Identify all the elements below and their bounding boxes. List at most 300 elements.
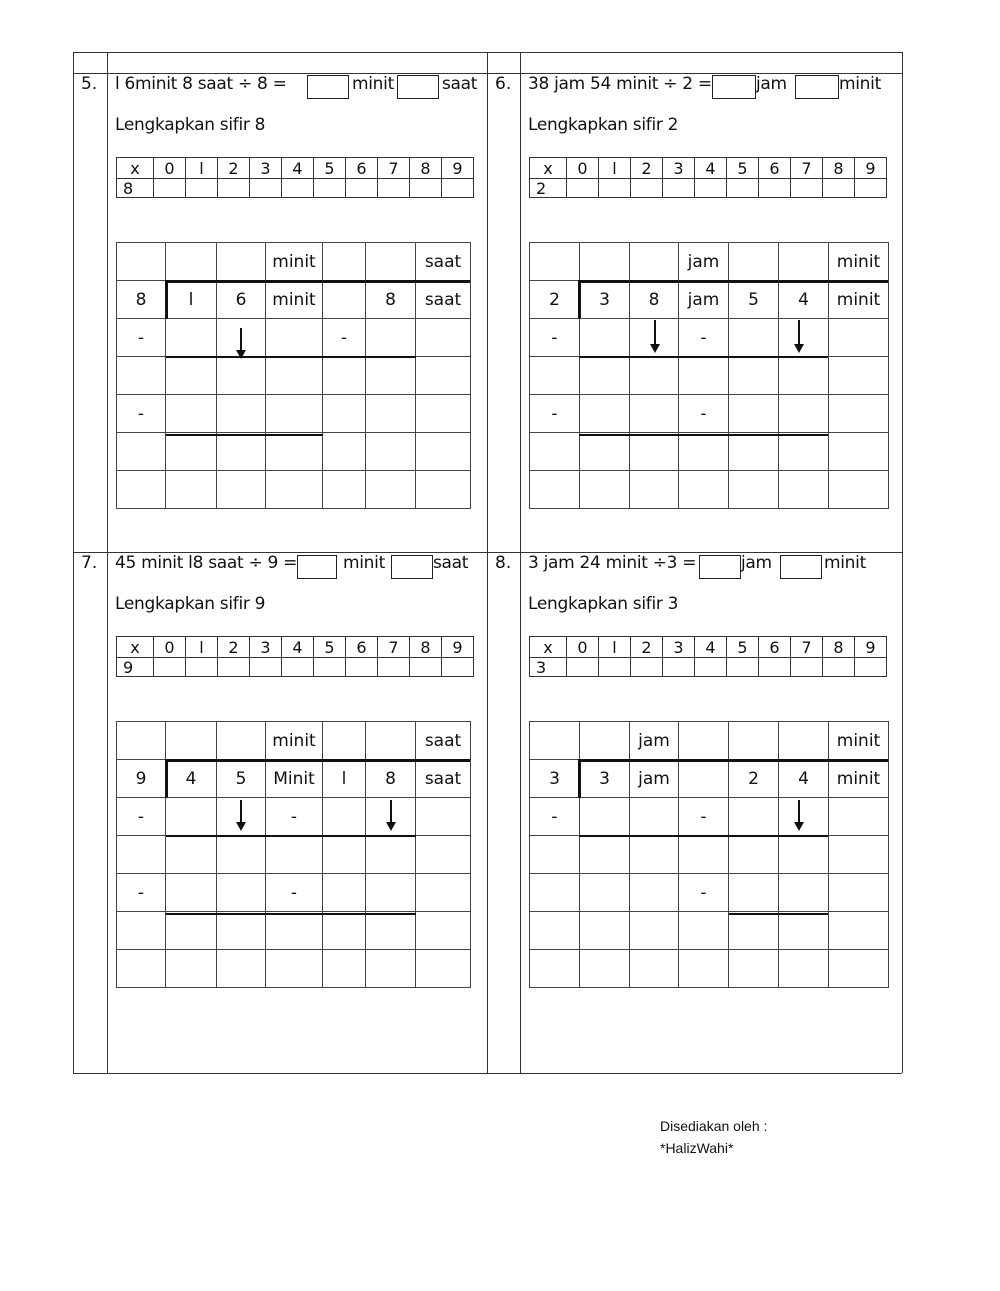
division-grid-label-cell: minit <box>266 243 323 281</box>
division-grid-answer-cell[interactable] <box>679 722 729 760</box>
division-grid-answer-cell[interactable] <box>117 836 166 874</box>
division-grid-answer-cell[interactable] <box>366 722 416 760</box>
division-grid-answer-cell[interactable] <box>217 912 266 950</box>
division-grid-row <box>117 950 471 988</box>
division-grid-answer-cell[interactable] <box>630 243 679 281</box>
sifir-header-cell: x <box>530 158 567 179</box>
bring-down-arrow-icon <box>390 800 392 828</box>
sifir-answer-cell[interactable] <box>218 179 250 198</box>
division-grid-answer-cell[interactable] <box>580 836 630 874</box>
sifir-answer-cell[interactable] <box>727 179 759 198</box>
division-grid-answer-cell[interactable] <box>630 395 679 433</box>
division-grid-answer-cell[interactable] <box>530 874 580 912</box>
division-grid-answer-cell[interactable] <box>166 722 217 760</box>
unit-label: saat <box>442 74 478 94</box>
division-grid-answer-cell[interactable] <box>630 950 679 988</box>
division-grid-answer-cell[interactable] <box>323 912 366 950</box>
subtraction-line <box>579 356 828 358</box>
sifir-header-cell: 9 <box>442 637 474 658</box>
answer-box-minit[interactable] <box>795 75 839 99</box>
division-grid-answer-cell[interactable] <box>530 243 580 281</box>
division-grid-answer-cell[interactable] <box>829 798 889 836</box>
division-grid-answer-cell[interactable] <box>166 243 217 281</box>
unit-label: saat <box>433 553 469 573</box>
division-grid-answer-cell[interactable] <box>366 319 416 357</box>
division-grid-answer-cell[interactable] <box>416 950 471 988</box>
sifir-multiplier-cell: 8 <box>117 179 154 198</box>
division-grid-answer-cell[interactable] <box>217 836 266 874</box>
division-grid-answer-cell[interactable] <box>729 319 779 357</box>
division-grid-answer-cell[interactable] <box>829 357 889 395</box>
division-grid-row <box>530 243 889 281</box>
division-grid-answer-cell[interactable] <box>117 912 166 950</box>
division-grid-row <box>530 471 889 509</box>
answer-box-saat[interactable] <box>397 75 439 99</box>
sifir-header-cell: 4 <box>695 637 727 658</box>
division-grid-answer-cell[interactable] <box>729 874 779 912</box>
division-bracket <box>165 759 168 798</box>
instruction-text: Lengkapkan sifir 2 <box>528 115 679 135</box>
division-grid-answer-cell[interactable] <box>630 874 679 912</box>
division-grid-label-cell: 8 <box>117 281 166 319</box>
sifir-answer-cell[interactable] <box>282 658 314 677</box>
division-grid-label-cell: jam <box>630 722 679 760</box>
division-grid-answer-cell[interactable] <box>166 395 217 433</box>
division-grid-answer-cell[interactable] <box>580 319 630 357</box>
division-grid-answer-cell[interactable] <box>323 874 366 912</box>
sifir-multiplier-cell: 3 <box>530 658 567 677</box>
sifir-header-cell: 3 <box>250 158 282 179</box>
division-grid-answer-cell[interactable] <box>580 874 630 912</box>
division-grid-row <box>117 395 471 433</box>
division-grid-answer-cell[interactable] <box>366 433 416 471</box>
division-grid-answer-cell[interactable] <box>779 243 829 281</box>
division-grid-answer-cell[interactable] <box>166 912 217 950</box>
division-grid-label-cell: minit <box>829 243 889 281</box>
division-grid-label-cell: 3 <box>580 281 630 319</box>
division-grid-label-cell: - <box>679 874 729 912</box>
division-bar <box>166 759 470 762</box>
sifir-answer-cell[interactable] <box>346 179 378 198</box>
sifir-header-cell: 0 <box>154 158 186 179</box>
division-grid-answer-cell[interactable] <box>217 722 266 760</box>
division-grid-answer-cell[interactable] <box>679 760 729 798</box>
division-grid-answer-cell[interactable] <box>630 912 679 950</box>
division-grid-answer-cell[interactable] <box>266 357 323 395</box>
division-grid-answer-cell[interactable] <box>729 471 779 509</box>
division-grid-answer-cell[interactable] <box>580 471 630 509</box>
division-grid-answer-cell[interactable] <box>366 912 416 950</box>
division-grid-answer-cell[interactable] <box>323 395 366 433</box>
division-grid-answer-cell[interactable] <box>679 357 729 395</box>
sifir-answer-cell[interactable] <box>154 658 186 677</box>
sifir-answer-cell[interactable] <box>567 179 599 198</box>
sifir-header-cell: 5 <box>727 637 759 658</box>
sifir-answer-cell[interactable] <box>314 658 346 677</box>
division-grid-answer-cell[interactable] <box>630 433 679 471</box>
division-grid-answer-cell[interactable] <box>416 357 471 395</box>
division-grid-answer-cell[interactable] <box>117 950 166 988</box>
sifir-answer-cell[interactable] <box>442 179 474 198</box>
question-number: 8. <box>495 553 512 573</box>
division-grid-answer-cell[interactable] <box>117 433 166 471</box>
division-grid-label-cell: saat <box>416 243 471 281</box>
division-grid-answer-cell[interactable] <box>416 836 471 874</box>
division-grid-answer-cell[interactable] <box>366 395 416 433</box>
sifir-header-cell: 6 <box>346 158 378 179</box>
frame-line <box>520 52 521 1073</box>
division-bracket <box>578 280 581 319</box>
division-grid-label-cell: 3 <box>530 760 580 798</box>
division-grid-answer-cell[interactable] <box>117 722 166 760</box>
sifir-header-cell: 9 <box>442 158 474 179</box>
sifir-header-cell: 0 <box>154 637 186 658</box>
division-grid-answer-cell[interactable] <box>829 950 889 988</box>
sifir-answer-cell[interactable] <box>791 658 823 677</box>
division-grid-answer-cell[interactable] <box>166 950 217 988</box>
division-grid-row <box>117 760 471 798</box>
division-grid-answer-cell[interactable] <box>166 433 217 471</box>
sifir-header-cell: 3 <box>663 158 695 179</box>
sifir-answer-cell[interactable] <box>218 658 250 677</box>
sifir-answer-cell[interactable] <box>599 658 631 677</box>
division-grid-label-cell: 9 <box>117 760 166 798</box>
answer-box-minit[interactable] <box>307 75 349 99</box>
question-equation: 38 jam 54 minit ÷ 2 = <box>528 74 712 94</box>
division-grid-label-cell: jam <box>679 281 729 319</box>
division-grid-answer-cell[interactable] <box>323 281 366 319</box>
division-grid-answer-cell[interactable] <box>323 243 366 281</box>
division-grid-answer-cell[interactable] <box>779 950 829 988</box>
division-grid-answer-cell[interactable] <box>779 395 829 433</box>
division-grid-row <box>117 243 471 281</box>
division-grid-answer-cell[interactable] <box>580 912 630 950</box>
sifir-header-cell: 9 <box>855 158 887 179</box>
sifir-header-cell: 9 <box>855 637 887 658</box>
division-grid-answer-cell[interactable] <box>779 433 829 471</box>
division-grid-answer-cell[interactable] <box>530 912 580 950</box>
sifir-header-cell: x <box>117 637 154 658</box>
answer-box-saat[interactable] <box>391 555 433 579</box>
sifir-answer-cell[interactable] <box>410 179 442 198</box>
division-grid-label-cell: l <box>323 760 366 798</box>
division-grid-answer-cell[interactable] <box>779 836 829 874</box>
division-grid-answer-cell[interactable] <box>580 722 630 760</box>
division-grid-label-cell: 2 <box>729 760 779 798</box>
division-grid-answer-cell[interactable] <box>217 395 266 433</box>
sifir-header-cell: 6 <box>759 158 791 179</box>
division-grid-answer-cell[interactable] <box>729 395 779 433</box>
division-grid-answer-cell[interactable] <box>530 836 580 874</box>
sifir-answer-cell[interactable] <box>314 179 346 198</box>
division-grid-answer-cell[interactable] <box>323 471 366 509</box>
division-grid-answer-cell[interactable] <box>779 912 829 950</box>
division-grid-label-cell: l <box>166 281 217 319</box>
division-grid-answer-cell[interactable] <box>266 950 323 988</box>
division-grid-answer-cell[interactable] <box>580 433 630 471</box>
division-grid-answer-cell[interactable] <box>266 471 323 509</box>
sifir-answer-cell[interactable] <box>186 179 218 198</box>
division-grid-answer-cell[interactable] <box>266 912 323 950</box>
division-bracket <box>165 280 168 319</box>
sifir-header-cell: 2 <box>631 158 663 179</box>
division-grid-row <box>117 433 471 471</box>
unit-label: jam <box>741 553 772 573</box>
division-grid-answer-cell[interactable] <box>217 471 266 509</box>
division-grid-answer-cell[interactable] <box>166 319 217 357</box>
division-grid-answer-cell[interactable] <box>829 433 889 471</box>
division-grid-answer-cell[interactable] <box>166 798 217 836</box>
division-grid-answer-cell[interactable] <box>366 950 416 988</box>
sifir-answer-cell[interactable] <box>631 179 663 198</box>
division-grid-answer-cell[interactable] <box>323 836 366 874</box>
division-grid-row <box>530 836 889 874</box>
unit-label: jam <box>756 74 787 94</box>
division-grid-answer-cell[interactable] <box>679 433 729 471</box>
unit-label: minit <box>352 74 394 94</box>
division-grid-answer-cell[interactable] <box>829 319 889 357</box>
answer-box-jam[interactable] <box>699 555 741 579</box>
division-grid-label-cell: 8 <box>366 281 416 319</box>
division-grid-answer-cell[interactable] <box>117 243 166 281</box>
sifir-answer-cell[interactable] <box>378 179 410 198</box>
division-grid-answer-cell[interactable] <box>679 836 729 874</box>
sifir-header-cell: 6 <box>759 637 791 658</box>
division-grid-answer-cell[interactable] <box>729 836 779 874</box>
division-grid-answer-cell[interactable] <box>366 243 416 281</box>
sifir-header-cell: 5 <box>314 637 346 658</box>
sifir-header-cell: 7 <box>378 158 410 179</box>
division-grid-answer-cell[interactable] <box>679 950 729 988</box>
sifir-answer-cell[interactable] <box>567 658 599 677</box>
sifir-answer-cell[interactable] <box>282 179 314 198</box>
division-grid-answer-cell[interactable] <box>166 836 217 874</box>
division-grid-label-cell: 2 <box>530 281 580 319</box>
division-grid-answer-cell[interactable] <box>366 836 416 874</box>
frame-right-line <box>902 52 903 1073</box>
division-grid-label-cell: - <box>323 319 366 357</box>
division-grid-answer-cell[interactable] <box>166 471 217 509</box>
division-grid-answer-cell[interactable] <box>366 357 416 395</box>
sifir-answer-cell[interactable] <box>695 658 727 677</box>
subtraction-line <box>166 434 323 436</box>
sifir-table <box>116 636 474 677</box>
sifir-table <box>529 157 887 198</box>
division-grid-label-cell: 8 <box>366 760 416 798</box>
division-grid-answer-cell[interactable] <box>530 471 580 509</box>
division-grid-answer-cell[interactable] <box>729 950 779 988</box>
division-grid-answer-cell[interactable] <box>630 357 679 395</box>
division-grid-label-cell: - <box>679 798 729 836</box>
division-grid-answer-cell[interactable] <box>323 433 366 471</box>
sifir-header-cell: 4 <box>282 158 314 179</box>
division-grid-row <box>117 836 471 874</box>
division-grid-answer-cell[interactable] <box>416 874 471 912</box>
bring-down-arrow-icon <box>798 800 800 828</box>
sifir-answer-cell[interactable] <box>855 179 887 198</box>
division-grid-answer-cell[interactable] <box>779 874 829 912</box>
division-grid-answer-cell[interactable] <box>829 471 889 509</box>
sifir-answer-cell[interactable] <box>378 658 410 677</box>
division-grid-answer-cell[interactable] <box>416 798 471 836</box>
division-bar <box>579 759 888 762</box>
division-grid-answer-cell[interactable] <box>580 243 630 281</box>
prepared-by-label: Disediakan oleh : <box>660 1118 768 1134</box>
sifir-header-cell: 4 <box>282 637 314 658</box>
division-grid-answer-cell[interactable] <box>323 357 366 395</box>
sifir-header-cell: 8 <box>410 637 442 658</box>
division-grid-answer-cell[interactable] <box>829 912 889 950</box>
division-grid-row <box>117 281 471 319</box>
division-grid-answer-cell[interactable] <box>729 798 779 836</box>
sifir-header-cell: 5 <box>727 158 759 179</box>
sifir-answer-cell[interactable] <box>442 658 474 677</box>
sifir-answer-cell[interactable] <box>186 658 218 677</box>
sifir-answer-cell[interactable] <box>250 179 282 198</box>
division-grid-answer-cell[interactable] <box>729 433 779 471</box>
division-grid-label-cell: - <box>117 395 166 433</box>
division-grid-row <box>530 722 889 760</box>
division-grid-answer-cell[interactable] <box>217 243 266 281</box>
division-grid-answer-cell[interactable] <box>217 874 266 912</box>
sifir-answer-cell[interactable] <box>727 658 759 677</box>
division-grid-answer-cell[interactable] <box>530 722 580 760</box>
sifir-answer-cell[interactable] <box>154 179 186 198</box>
division-grid-label-cell: - <box>266 874 323 912</box>
division-grid-label-cell: jam <box>679 243 729 281</box>
sifir-header-cell: l <box>186 637 218 658</box>
division-grid-label-cell: - <box>679 319 729 357</box>
sifir-answer-cell[interactable] <box>346 658 378 677</box>
division-grid-answer-cell[interactable] <box>729 912 779 950</box>
division-grid-answer-cell[interactable] <box>779 357 829 395</box>
division-grid-answer-cell[interactable] <box>580 798 630 836</box>
sifir-answer-cell[interactable] <box>663 179 695 198</box>
division-grid-answer-cell[interactable] <box>416 319 471 357</box>
sifir-header-cell: 7 <box>791 637 823 658</box>
division-grid-answer-cell[interactable] <box>366 874 416 912</box>
division-grid-label-cell: minit <box>829 760 889 798</box>
division-grid-label-cell: minit <box>829 722 889 760</box>
division-grid-answer-cell[interactable] <box>366 471 416 509</box>
sifir-answer-cell[interactable] <box>695 179 727 198</box>
sifir-header-cell: 3 <box>250 637 282 658</box>
division-grid-answer-cell[interactable] <box>829 836 889 874</box>
division-grid-row <box>530 760 889 798</box>
sifir-answer-cell[interactable] <box>759 179 791 198</box>
division-grid-answer-cell[interactable] <box>166 357 217 395</box>
answer-box-minit[interactable] <box>297 555 337 579</box>
division-grid-label-cell: - <box>117 798 166 836</box>
division-grid-row <box>530 950 889 988</box>
division-grid-label-cell: 8 <box>630 281 679 319</box>
division-grid-answer-cell[interactable] <box>580 950 630 988</box>
division-grid-answer-cell[interactable] <box>829 874 889 912</box>
sifir-answer-cell[interactable] <box>823 658 855 677</box>
subtraction-line <box>166 356 416 358</box>
division-grid-answer-cell[interactable] <box>266 319 323 357</box>
division-grid-answer-cell[interactable] <box>416 395 471 433</box>
division-grid-answer-cell[interactable] <box>779 722 829 760</box>
division-grid-label-cell: saat <box>416 281 471 319</box>
division-grid-row <box>530 281 889 319</box>
answer-box-minit[interactable] <box>780 555 822 579</box>
answer-box-jam[interactable] <box>712 75 756 99</box>
division-grid-answer-cell[interactable] <box>530 357 580 395</box>
division-grid-label-cell: - <box>530 798 580 836</box>
sifir-answer-cell[interactable] <box>410 658 442 677</box>
sifir-header-cell: l <box>599 158 631 179</box>
division-grid-answer-cell[interactable] <box>829 395 889 433</box>
sifir-answer-cell[interactable] <box>250 658 282 677</box>
question-number: 7. <box>81 553 98 573</box>
division-grid-answer-cell[interactable] <box>416 433 471 471</box>
unit-label: minit <box>343 553 385 573</box>
sifir-answer-cell[interactable] <box>599 179 631 198</box>
division-grid-answer-cell[interactable] <box>117 471 166 509</box>
division-grid-answer-cell[interactable] <box>630 836 679 874</box>
sifir-answer-cell[interactable] <box>855 658 887 677</box>
division-grid-answer-cell[interactable] <box>416 912 471 950</box>
division-grid-answer-cell[interactable] <box>679 912 729 950</box>
division-grid-answer-cell[interactable] <box>416 471 471 509</box>
division-grid-answer-cell[interactable] <box>323 950 366 988</box>
sifir-answer-cell[interactable] <box>631 658 663 677</box>
division-grid-answer-cell[interactable] <box>217 950 266 988</box>
division-grid-answer-cell[interactable] <box>729 357 779 395</box>
subtraction-line <box>579 434 828 436</box>
division-grid-answer-cell[interactable] <box>117 357 166 395</box>
question-number: 6. <box>495 74 512 94</box>
sifir-table <box>529 636 887 677</box>
division-grid-answer-cell[interactable] <box>580 357 630 395</box>
division-grid-answer-cell[interactable] <box>679 471 729 509</box>
division-grid-answer-cell[interactable] <box>217 433 266 471</box>
sifir-answer-cell[interactable] <box>823 179 855 198</box>
bring-down-arrow-icon <box>654 320 656 350</box>
division-grid-row <box>117 722 471 760</box>
subtraction-line <box>166 835 416 837</box>
division-grid-answer-cell[interactable] <box>266 395 323 433</box>
bring-down-arrow-icon <box>240 800 242 828</box>
division-grid-label-cell: - <box>117 319 166 357</box>
division-grid-answer-cell[interactable] <box>580 395 630 433</box>
division-grid-answer-cell[interactable] <box>530 433 580 471</box>
division-grid-answer-cell[interactable] <box>323 798 366 836</box>
division-grid-answer-cell[interactable] <box>630 798 679 836</box>
sifir-answer-cell[interactable] <box>663 658 695 677</box>
division-grid-answer-cell[interactable] <box>323 722 366 760</box>
division-grid-answer-cell[interactable] <box>217 357 266 395</box>
sifir-answer-cell[interactable] <box>791 179 823 198</box>
sifir-answer-cell[interactable] <box>759 658 791 677</box>
question-equation: l 6minit 8 saat ÷ 8 = <box>115 74 287 94</box>
frame-line <box>107 52 108 1073</box>
division-grid-answer-cell[interactable] <box>266 433 323 471</box>
division-grid-answer-cell[interactable] <box>530 950 580 988</box>
sifir-header-cell: 4 <box>695 158 727 179</box>
division-grid-row <box>530 319 889 357</box>
division-grid-answer-cell[interactable] <box>729 243 779 281</box>
division-grid-answer-cell[interactable] <box>166 874 217 912</box>
division-grid-answer-cell[interactable] <box>630 471 679 509</box>
unit-label: minit <box>839 74 881 94</box>
frame-line <box>487 52 488 1073</box>
division-grid-answer-cell[interactable] <box>729 722 779 760</box>
division-grid-answer-cell[interactable] <box>266 836 323 874</box>
division-grid-label-cell: jam <box>630 760 679 798</box>
division-grid-answer-cell[interactable] <box>779 471 829 509</box>
